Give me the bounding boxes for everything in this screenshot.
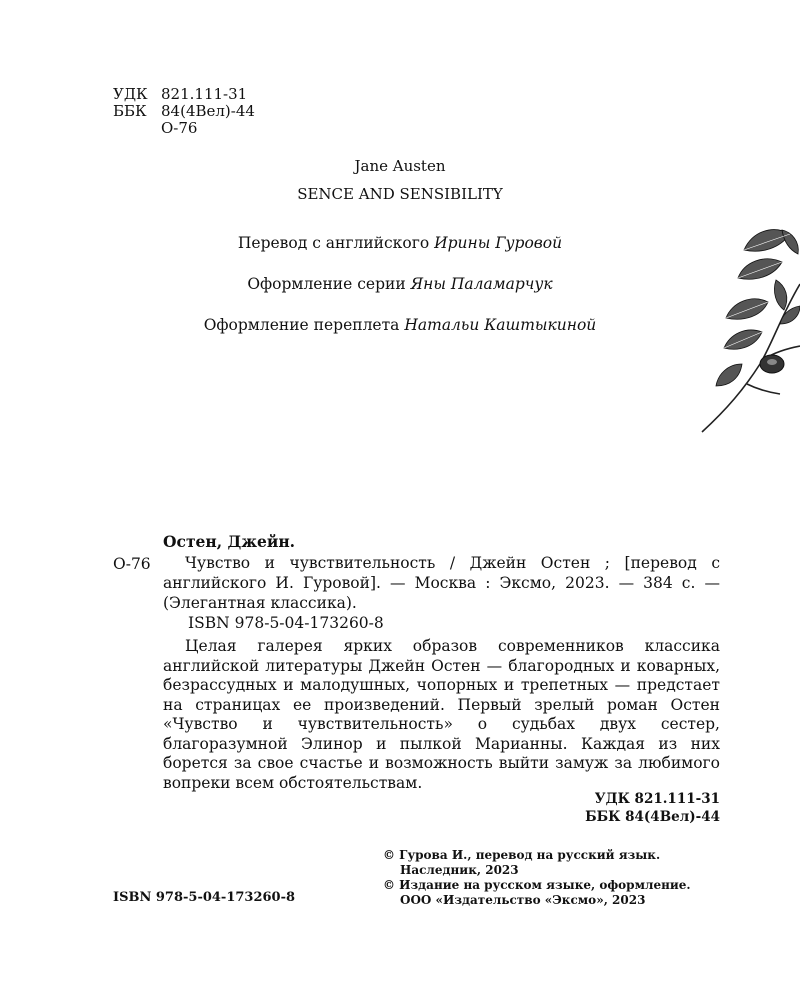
credit-role: Оформление переплета	[203, 316, 400, 334]
catalog-description	[163, 553, 720, 613]
copyright-line: © Издание на русском языке, оформление.	[383, 878, 691, 892]
udk-value: 821.111-31	[161, 85, 248, 103]
catalog-author-heading: Остен, Джейн.	[163, 532, 296, 551]
copyright-line: Наследник, 2023	[400, 863, 519, 877]
copyright-line: © Гурова И., перевод на русский язык.	[383, 848, 661, 862]
credit-role: Оформление серии	[247, 275, 406, 293]
annotation-bbk: ББК 84(4Вел)-44	[585, 809, 720, 825]
annotation-codes	[560, 790, 720, 826]
credit-name: Натальи Каштыкиной	[404, 316, 597, 334]
catalog-isbn: ISBN 978-5-04-173260-8	[188, 614, 384, 632]
catalog-code: О-76	[113, 555, 151, 573]
catalog-description-text: Чувство и чувствительность / Джейн Остен ; [перевод с английского И. Гуровой]. — Москва : Эксмо, 2023. — 384 с. — (Элегантная классика).	[163, 554, 720, 612]
credit-role: Перевод с английского	[237, 234, 430, 252]
rose-branch-illustration	[672, 214, 800, 444]
credit-name: Яны Паламарчук	[410, 275, 553, 293]
bbk-label: ББК	[113, 102, 147, 120]
isbn-bottom: ISBN 978-5-04-173260-8	[113, 890, 296, 905]
original-title: SENCE AND SENSIBILITY	[297, 185, 503, 203]
author-code: О-76	[161, 119, 198, 137]
copyright-line: ООО «Издательство «Эксмо», 2023	[400, 893, 646, 907]
copyright-block	[383, 848, 691, 908]
annotation-udk: УДК 821.111-31	[594, 791, 720, 807]
udk-label: УДК	[113, 85, 148, 103]
book-annotation: Целая галерея ярких образов современников классика английской литературы Джейн Остен — благородных и коварных, безрассудных и малодушных, чопорных и трепетных — предстает на страницах ее произведений. Первый зрелый роман Остен «Чувство и чувствительность» о судьбах двух сестер, благоразумной Элинор и пылкой Марианны. Каждая из них борется за свое счастье и возможность выйти замуж за любимого вопреки всем обстоятельствам.	[163, 637, 720, 792]
classification-codes	[113, 86, 255, 137]
original-author: Jane Austen	[354, 157, 446, 175]
bbk-value: 84(4Вел)-44	[161, 102, 255, 120]
credit-name: Ирины Гуровой	[434, 234, 563, 252]
